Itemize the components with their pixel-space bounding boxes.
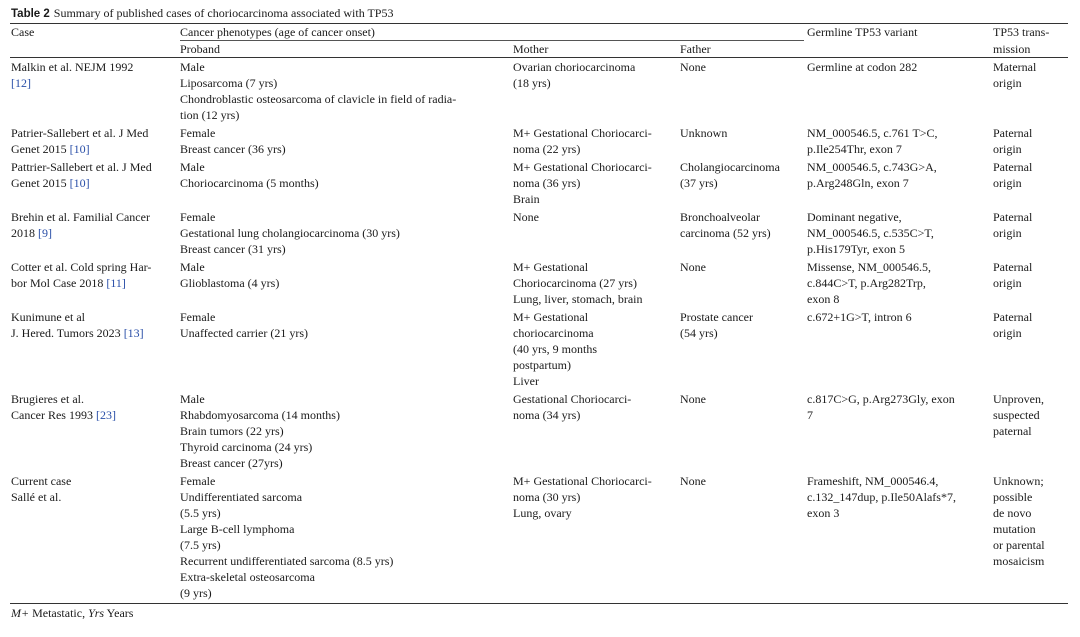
proband-line: (5.5 yrs) [180,506,221,520]
header-father: Father [679,41,806,58]
cell-case [10,58,179,126]
table-container [10,6,1068,621]
case-text: Genet 2015 [11,142,70,156]
variant-line: c.132_147dup, p.Ile50Alafs*7, [807,490,956,504]
table-footnote [11,606,1068,621]
variant-line: p.His179Tyr, exon 5 [807,242,906,256]
proband-line: Male [180,260,205,274]
reference-link[interactable]: [10] [69,176,90,190]
cell-father [679,159,806,209]
father-line: (37 yrs) [680,176,718,190]
cell-proband [179,391,512,473]
case-text: Pattrier-Sallebert et al. J Med [11,160,152,174]
father-line: None [680,260,706,274]
table-row [10,159,1068,209]
mother-line: M+ Gestational [513,310,589,324]
cell-case [10,473,179,604]
mother-line: M+ Gestational Choriocarci- [513,160,652,174]
header-phenotypes-label: Cancer phenotypes (age of cancer onset) [180,24,804,41]
case-line [11,175,177,191]
mother-line: M+ Gestational [513,260,589,274]
proband-line: Male [180,160,205,174]
proband-line: (9 yrs) [180,586,212,600]
variant-line: p.Ile254Thr, exon 7 [807,142,902,156]
table-row [10,391,1068,473]
transmission-line: origin [993,276,1022,290]
mother-line: Brain [513,192,540,206]
cell-case [10,391,179,473]
table-title: Summary of published cases of choriocarcinoma associated with TP53 [53,6,394,20]
reference-link[interactable]: [12] [11,76,31,90]
proband-line: Thyroid carcinoma (24 yrs) [180,440,313,454]
cell-mother [512,159,679,209]
proband-line: Rhabdomyosarcoma (14 months) [180,408,340,422]
header-transmission-1: TP53 trans- [992,24,1068,42]
transmission-line: origin [993,226,1022,240]
transmission-line: origin [993,76,1022,90]
transmission-line: mosaicism [993,554,1045,568]
cell-variant [806,58,992,126]
transmission-line: de novo [993,506,1032,520]
variant-line: Dominant negative, [807,210,902,224]
proband-line: tion (12 yrs) [180,108,240,122]
mother-line: choriocarcinoma [513,326,594,340]
cell-variant [806,391,992,473]
reference-link[interactable]: [23] [95,408,116,422]
case-text: Cotter et al. Cold spring Har- [11,260,152,274]
mother-line: (18 yrs) [513,76,551,90]
transmission-line: or parental [993,538,1045,552]
cell-variant [806,259,992,309]
proband-line: Female [180,474,216,488]
case-line [11,141,177,157]
case-line [11,325,177,341]
case-line [11,125,177,141]
mother-line: Lung, ovary [513,506,572,520]
proband-line: Female [180,210,216,224]
table-row [10,125,1068,159]
variant-line: NM_000546.5, c.535C>T, [807,226,934,240]
transmission-line: Paternal [993,210,1033,224]
variant-line: NM_000546.5, c.761 T>C, [807,126,938,140]
mother-line: M+ Gestational Choriocarci- [513,126,652,140]
mother-line: Lung, liver, stomach, brain [513,292,643,306]
proband-line: Extra-skeletal osteosarcoma [180,570,315,584]
variant-line: c.672+1G>T, intron 6 [807,310,912,324]
header-empty-2 [806,41,992,58]
case-text: Brehin et al. Familial Cancer [11,210,150,224]
cell-proband [179,473,512,604]
cell-transmission [992,259,1068,309]
proband-line: Chondroblastic osteosarcoma of clavicle in field of radia- [180,92,457,106]
transmission-line: Paternal [993,310,1033,324]
header-variant: Germline TP53 variant [806,24,992,42]
table-row [10,473,1068,604]
case-line [11,391,177,407]
table-row [10,58,1068,126]
header-phenotypes [179,24,806,42]
father-line: (54 yrs) [680,326,718,340]
cell-transmission [992,58,1068,126]
mother-line: M+ Gestational Choriocarci- [513,474,652,488]
cell-variant [806,159,992,209]
case-line [11,407,177,423]
footnote-abbr-metastatic: M+ [11,606,30,620]
proband-line: (7.5 yrs) [180,538,221,552]
father-line: None [680,392,706,406]
father-line: None [680,60,706,74]
header-row-1 [10,24,1068,42]
header-row-2 [10,41,1068,58]
variant-line: Frameshift, NM_000546.4, [807,474,939,488]
cell-transmission [992,159,1068,209]
mother-line: None [513,210,539,224]
proband-line: Breast cancer (31 yrs) [180,242,286,256]
transmission-line: Paternal [993,126,1033,140]
case-text: Genet 2015 [11,176,70,190]
cell-transmission [992,473,1068,604]
variant-line: exon 3 [807,506,840,520]
cell-transmission [992,125,1068,159]
father-line: Cholangiocarcinoma [680,160,780,174]
mother-line: postpartum) [513,358,571,372]
case-line [11,225,177,241]
transmission-line: Paternal [993,260,1033,274]
cell-transmission [992,391,1068,473]
cell-variant [806,473,992,604]
proband-line: Breast cancer (27yrs) [180,456,283,470]
father-line: Bronchoalveolar [680,210,760,224]
cell-father [679,58,806,126]
transmission-line: suspected [993,408,1040,422]
mother-line: noma (34 yrs) [513,408,581,422]
cell-proband [179,58,512,126]
footnote-def-metastatic: Metastatic, [29,606,89,620]
mother-line: Ovarian choriocarcinoma [513,60,636,74]
proband-line: Choriocarcinoma (5 months) [180,176,319,190]
cell-variant [806,309,992,391]
case-text: J. Hered. Tumors 2023 [11,326,124,340]
transmission-line: Paternal [993,160,1033,174]
cell-proband [179,159,512,209]
mother-line: noma (22 yrs) [513,142,581,156]
cell-variant [806,125,992,159]
proband-line: Recurrent undifferentiated sarcoma (8.5 yrs) [180,554,394,568]
table-caption [11,6,1068,22]
cell-father [679,473,806,604]
transmission-line: Unknown; [993,474,1044,488]
case-line [11,59,177,75]
cell-father [679,309,806,391]
header-empty-1 [10,41,179,58]
proband-line: Unaffected carrier (21 yrs) [180,326,309,340]
cell-case [10,309,179,391]
case-text: Current case [11,474,72,488]
case-line [11,75,177,91]
case-text: Brugieres et al. [11,392,84,406]
case-text: Cancer Res 1993 [11,408,96,422]
variant-line: exon 8 [807,292,840,306]
table-body [10,58,1068,604]
cell-transmission [992,209,1068,259]
cell-mother [512,309,679,391]
table-row [10,259,1068,309]
variant-line: NM_000546.5, c.743G>A, [807,160,937,174]
variant-line: p.Arg248Gln, exon 7 [807,176,909,190]
proband-line: Female [180,126,216,140]
case-text: bor Mol Case 2018 [11,276,107,290]
father-line: Prostate cancer [680,310,753,324]
proband-line: Large B-cell lymphoma [180,522,295,536]
mother-line: noma (36 yrs) [513,176,581,190]
case-line [11,309,177,325]
cell-proband [179,125,512,159]
proband-line: Brain tumors (22 yrs) [180,424,284,438]
case-text: Sallé et al. [11,490,62,504]
cell-mother [512,58,679,126]
case-text: Malkin et al. NEJM 1992 [11,60,134,74]
mother-line: Choriocarcinoma (27 yrs) [513,276,637,290]
variant-line: Germline at codon 282 [807,60,918,74]
case-line [11,473,177,489]
transmission-line: possible [993,490,1033,504]
cell-mother [512,259,679,309]
header-mother: Mother [512,41,679,58]
mother-line: noma (30 yrs) [513,490,581,504]
transmission-line: mutation [993,522,1036,536]
cell-case [10,259,179,309]
mother-line: Liver [513,374,539,388]
table-label: Table 2 [11,8,50,20]
transmission-line: Unproven, [993,392,1044,406]
footnote-def-years: Years [104,606,134,620]
cell-proband [179,209,512,259]
father-line: None [680,474,706,488]
proband-line: Female [180,310,216,324]
cell-transmission [992,309,1068,391]
cell-case [10,209,179,259]
case-text: Kunimune et al [11,310,85,324]
transmission-line: origin [993,176,1022,190]
reference-link[interactable]: [13] [123,326,144,340]
mother-line: Gestational Choriocarci- [513,392,632,406]
reference-link[interactable]: [10] [69,142,90,156]
reference-link[interactable]: [11] [106,276,126,290]
proband-line: Male [180,60,205,74]
mother-line: (40 yrs, 9 months [513,342,597,356]
case-line [11,209,177,225]
cell-father [679,259,806,309]
variant-line: c.817C>G, p.Arg273Gly, exon [807,392,955,406]
cell-father [679,209,806,259]
proband-line: Breast cancer (36 yrs) [180,142,286,156]
proband-line: Liposarcoma (7 yrs) [180,76,278,90]
cell-case [10,125,179,159]
proband-line: Glioblastoma (4 yrs) [180,276,280,290]
variant-line: c.844C>T, p.Arg282Trp, [807,276,926,290]
transmission-line: origin [993,142,1022,156]
case-line [11,259,177,275]
cases-table [10,23,1068,604]
variant-line: Missense, NM_000546.5, [807,260,932,274]
case-line [11,489,177,505]
cell-mother [512,125,679,159]
cell-mother [512,473,679,604]
header-transmission-2: mission [992,41,1068,58]
case-text: Patrier-Sallebert et al. J Med [11,126,149,140]
cell-father [679,125,806,159]
table-row [10,209,1068,259]
cell-proband [179,259,512,309]
cell-case [10,159,179,209]
proband-line: Male [180,392,205,406]
header-case: Case [10,24,179,42]
father-line: carcinoma (52 yrs) [680,226,771,240]
cell-mother [512,209,679,259]
cell-father [679,391,806,473]
footnote-abbr-years: Yrs [88,606,105,620]
reference-link[interactable]: [9] [38,226,52,240]
transmission-line: origin [993,326,1022,340]
case-text: 2018 [11,226,38,240]
case-line [11,275,177,291]
cell-mother [512,391,679,473]
father-line: Unknown [680,126,728,140]
proband-line: Undifferentiated sarcoma [180,490,303,504]
cell-variant [806,209,992,259]
cell-proband [179,309,512,391]
variant-line: 7 [807,408,813,422]
transmission-line: paternal [993,424,1032,438]
header-proband: Proband [179,41,512,58]
table-row [10,309,1068,391]
transmission-line: Maternal [993,60,1037,74]
proband-line: Gestational lung cholangiocarcinoma (30 yrs) [180,226,400,240]
case-line [11,159,177,175]
